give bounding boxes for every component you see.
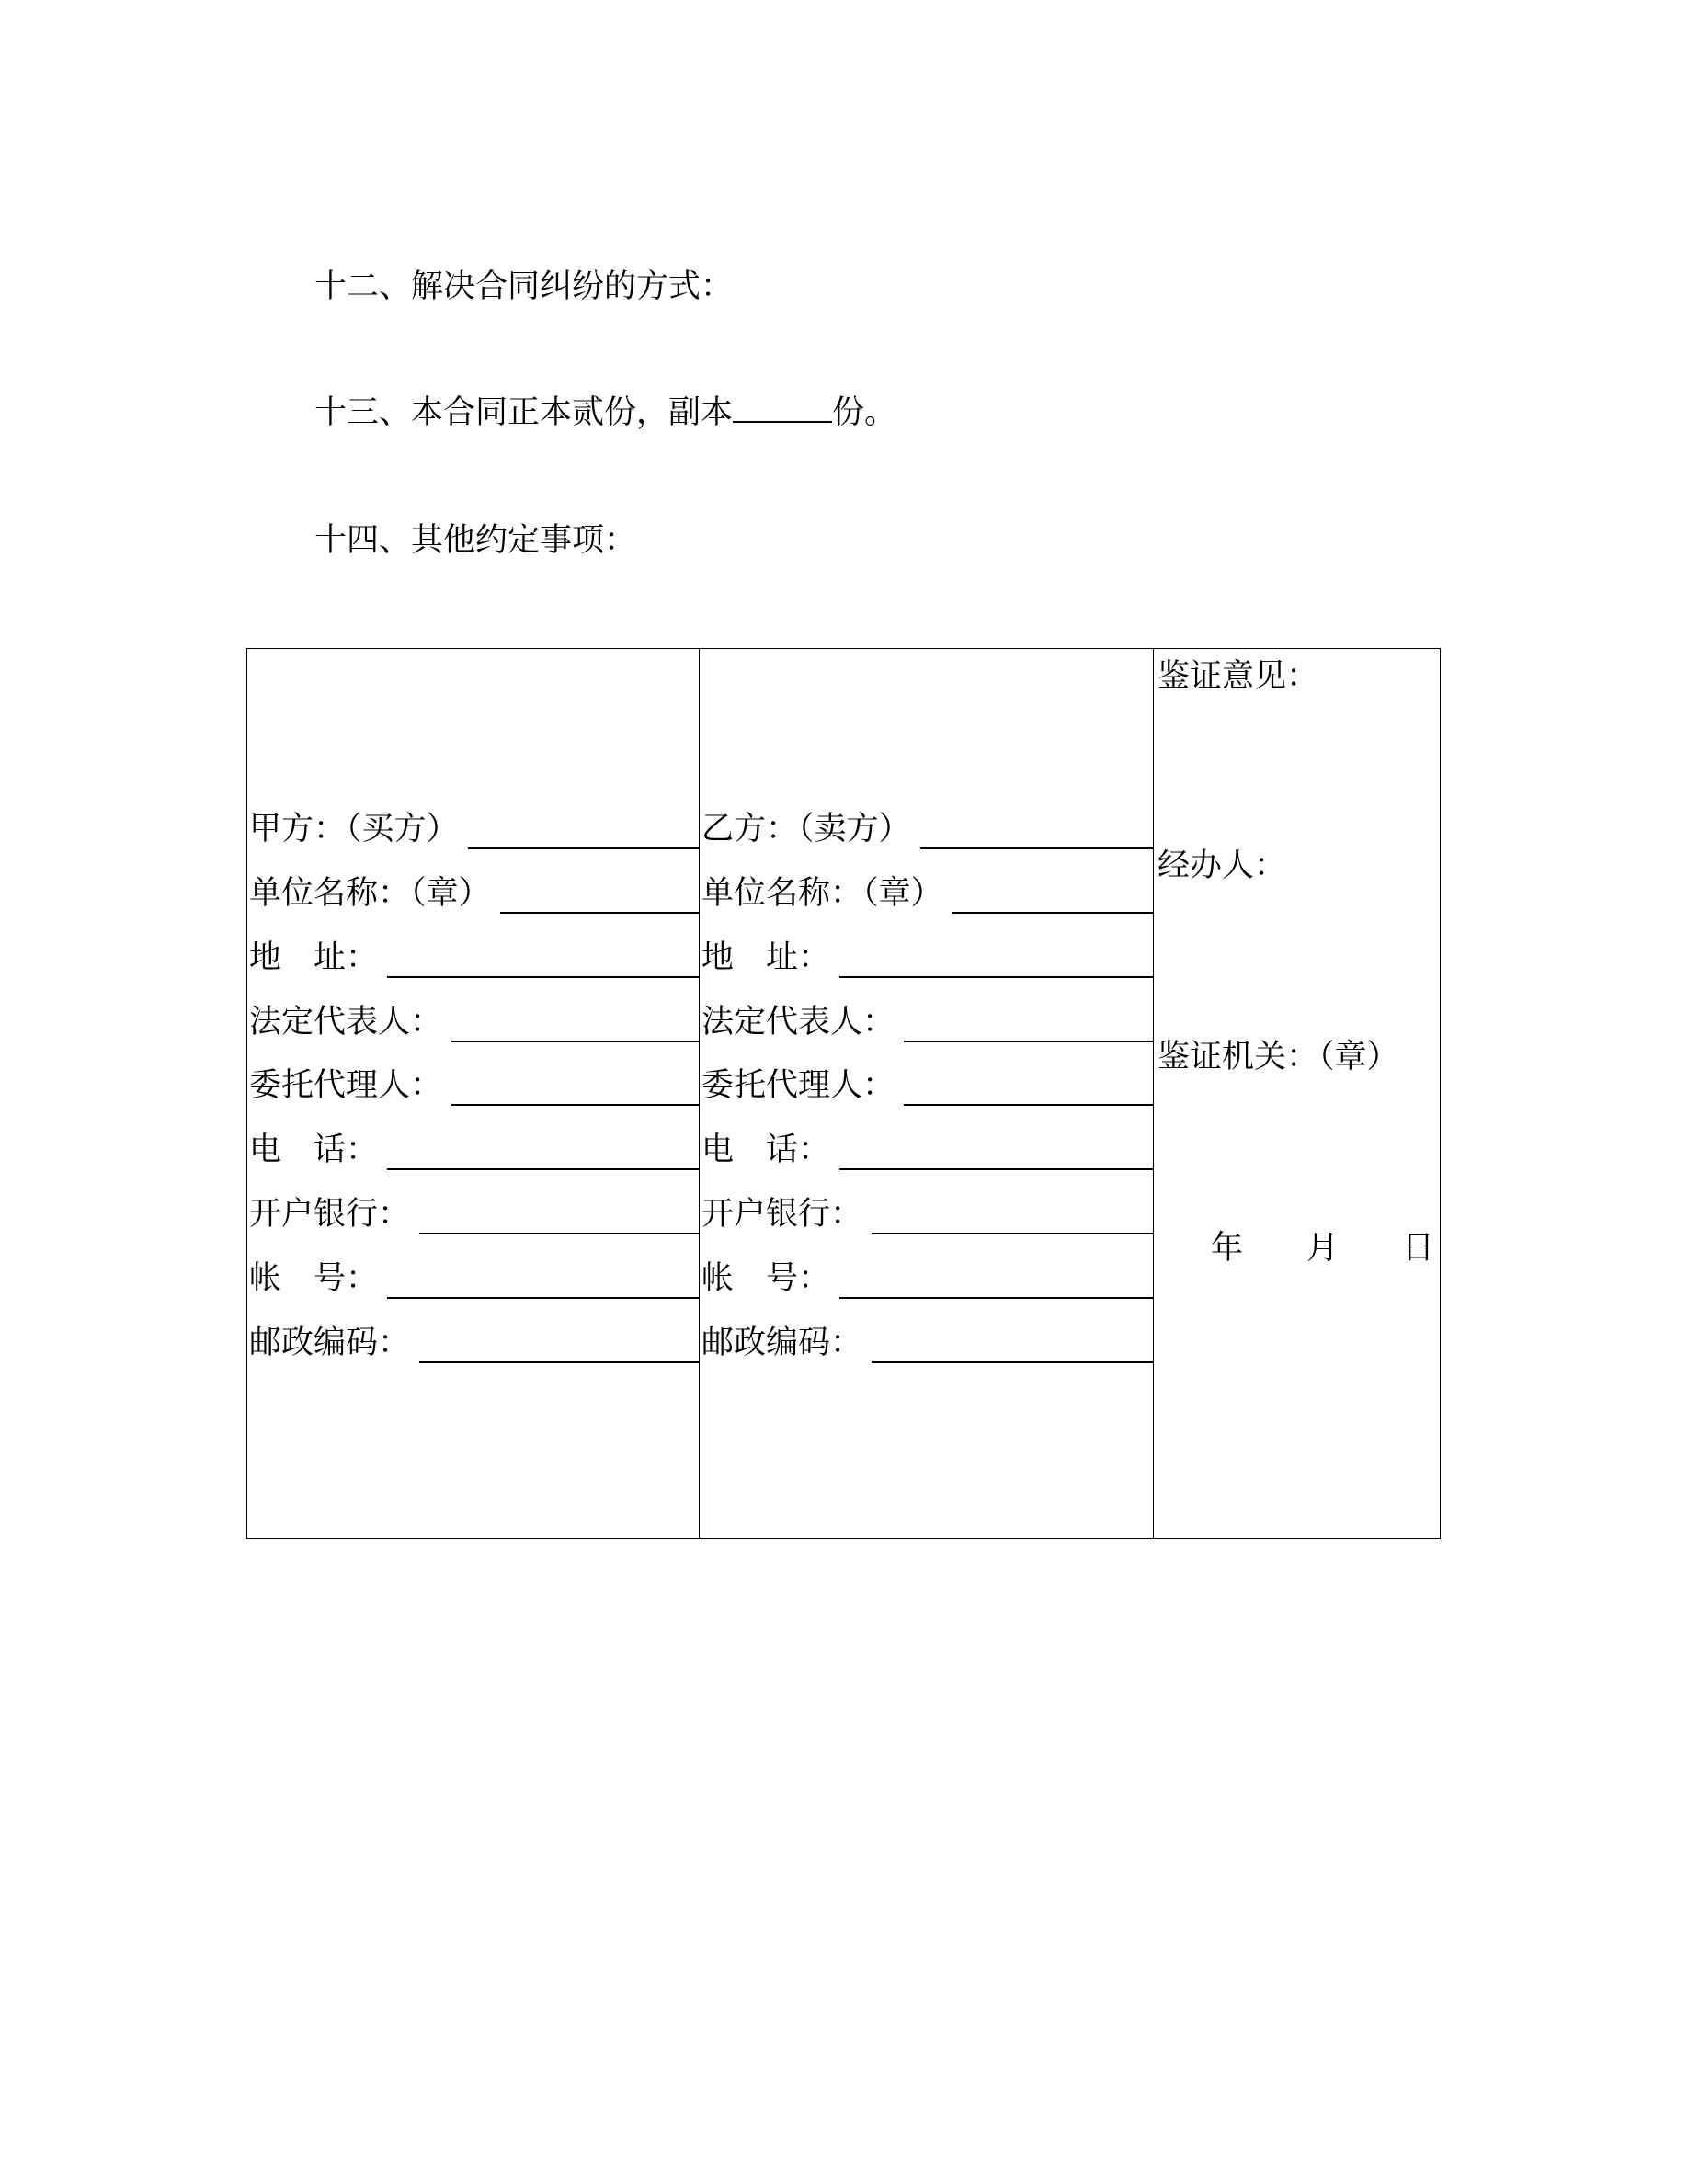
party-a-address-blank[interactable]	[387, 949, 699, 978]
party-a-phone-field	[249, 1128, 699, 1170]
party-b-agent-blank[interactable]	[904, 1076, 1153, 1106]
party-b-bank-blank[interactable]	[872, 1205, 1153, 1234]
party-a-title-field	[249, 807, 699, 849]
party-b-title-blank[interactable]	[920, 820, 1153, 849]
party-a-bank-field	[249, 1192, 699, 1234]
party-b-account-field	[701, 1257, 1153, 1299]
notary-handler-label: 经办人：	[1158, 847, 1287, 884]
party-b-legal-rep-field	[701, 1000, 1153, 1042]
party-a-postcode-field	[249, 1321, 699, 1363]
party-a-agent-label: 委托代理人：	[249, 1067, 443, 1104]
clause-13-suffix: 份。	[832, 394, 897, 431]
notary-opinion-label: 鉴证意见：	[1158, 658, 1319, 695]
party-b-postcode-label: 邮政编码：	[701, 1325, 863, 1361]
party-a-legal-rep-blank[interactable]	[451, 1013, 699, 1042]
party-a-agent-field	[249, 1064, 699, 1106]
party-b-bank-field	[701, 1192, 1153, 1234]
party-a-phone-label: 电 话：	[249, 1132, 379, 1168]
notary-column	[1154, 649, 1440, 1538]
party-a-address-label: 地 址：	[249, 939, 379, 976]
party-b-column	[700, 649, 1154, 1538]
date-month-label: 月	[1306, 1230, 1340, 1267]
party-a-bank-label: 开户银行：	[249, 1196, 411, 1233]
party-b-address-label: 地 址：	[701, 939, 831, 976]
party-a-agent-blank[interactable]	[451, 1076, 699, 1106]
party-a-address-field	[249, 936, 699, 978]
date-day-label: 日	[1402, 1230, 1435, 1267]
party-b-phone-label: 电 话：	[701, 1132, 831, 1168]
party-b-title: 乙方：（卖方）	[701, 811, 911, 847]
party-a-unit-blank[interactable]	[500, 884, 699, 914]
party-a-account-blank[interactable]	[387, 1269, 699, 1299]
party-a-column	[247, 649, 700, 1538]
party-a-legal-rep-label: 法定代表人：	[249, 1004, 443, 1041]
party-b-account-blank[interactable]	[839, 1269, 1153, 1299]
party-b-postcode-field	[701, 1321, 1153, 1363]
party-b-address-field	[701, 936, 1153, 978]
party-a-unit-field	[249, 871, 699, 914]
party-a-title-blank[interactable]	[468, 820, 699, 849]
party-a-postcode-blank[interactable]	[419, 1334, 699, 1363]
party-b-legal-rep-label: 法定代表人：	[701, 1004, 895, 1041]
party-b-agent-field	[701, 1064, 1153, 1106]
party-a-account-field	[249, 1257, 699, 1299]
party-b-unit-blank[interactable]	[952, 884, 1153, 914]
party-a-phone-blank[interactable]	[387, 1141, 699, 1170]
party-b-legal-rep-blank[interactable]	[904, 1013, 1153, 1042]
party-b-unit-field	[701, 871, 1153, 914]
party-b-phone-blank[interactable]	[839, 1141, 1153, 1170]
party-b-address-blank[interactable]	[839, 949, 1153, 978]
date-year-label: 年	[1211, 1230, 1244, 1267]
party-b-postcode-blank[interactable]	[872, 1334, 1153, 1363]
clause-12: 十二、解决合同纠纷的方式：	[314, 268, 734, 305]
party-b-bank-label: 开户银行：	[701, 1196, 863, 1233]
signature-table	[246, 648, 1441, 1539]
clause-13	[314, 392, 896, 433]
party-b-unit-label: 单位名称：（章）	[701, 875, 943, 912]
notary-authority-label: 鉴证机关：（章）	[1158, 1039, 1399, 1075]
party-a-legal-rep-field	[249, 1000, 699, 1042]
party-a-account-label: 帐 号：	[249, 1260, 379, 1297]
party-b-phone-field	[701, 1128, 1153, 1170]
party-a-unit-label: 单位名称：（章）	[249, 875, 491, 912]
party-b-account-label: 帐 号：	[701, 1260, 831, 1297]
party-b-title-field	[701, 807, 1153, 849]
clause-13-prefix: 十三、本合同正本贰份，副本	[314, 394, 734, 431]
clause-14: 十四、其他约定事项：	[314, 522, 637, 559]
party-a-title: 甲方：（买方）	[249, 811, 459, 847]
copies-blank[interactable]	[733, 393, 832, 423]
party-a-postcode-label: 邮政编码：	[249, 1325, 411, 1361]
party-b-agent-label: 委托代理人：	[701, 1067, 895, 1104]
party-a-bank-blank[interactable]	[419, 1205, 699, 1234]
